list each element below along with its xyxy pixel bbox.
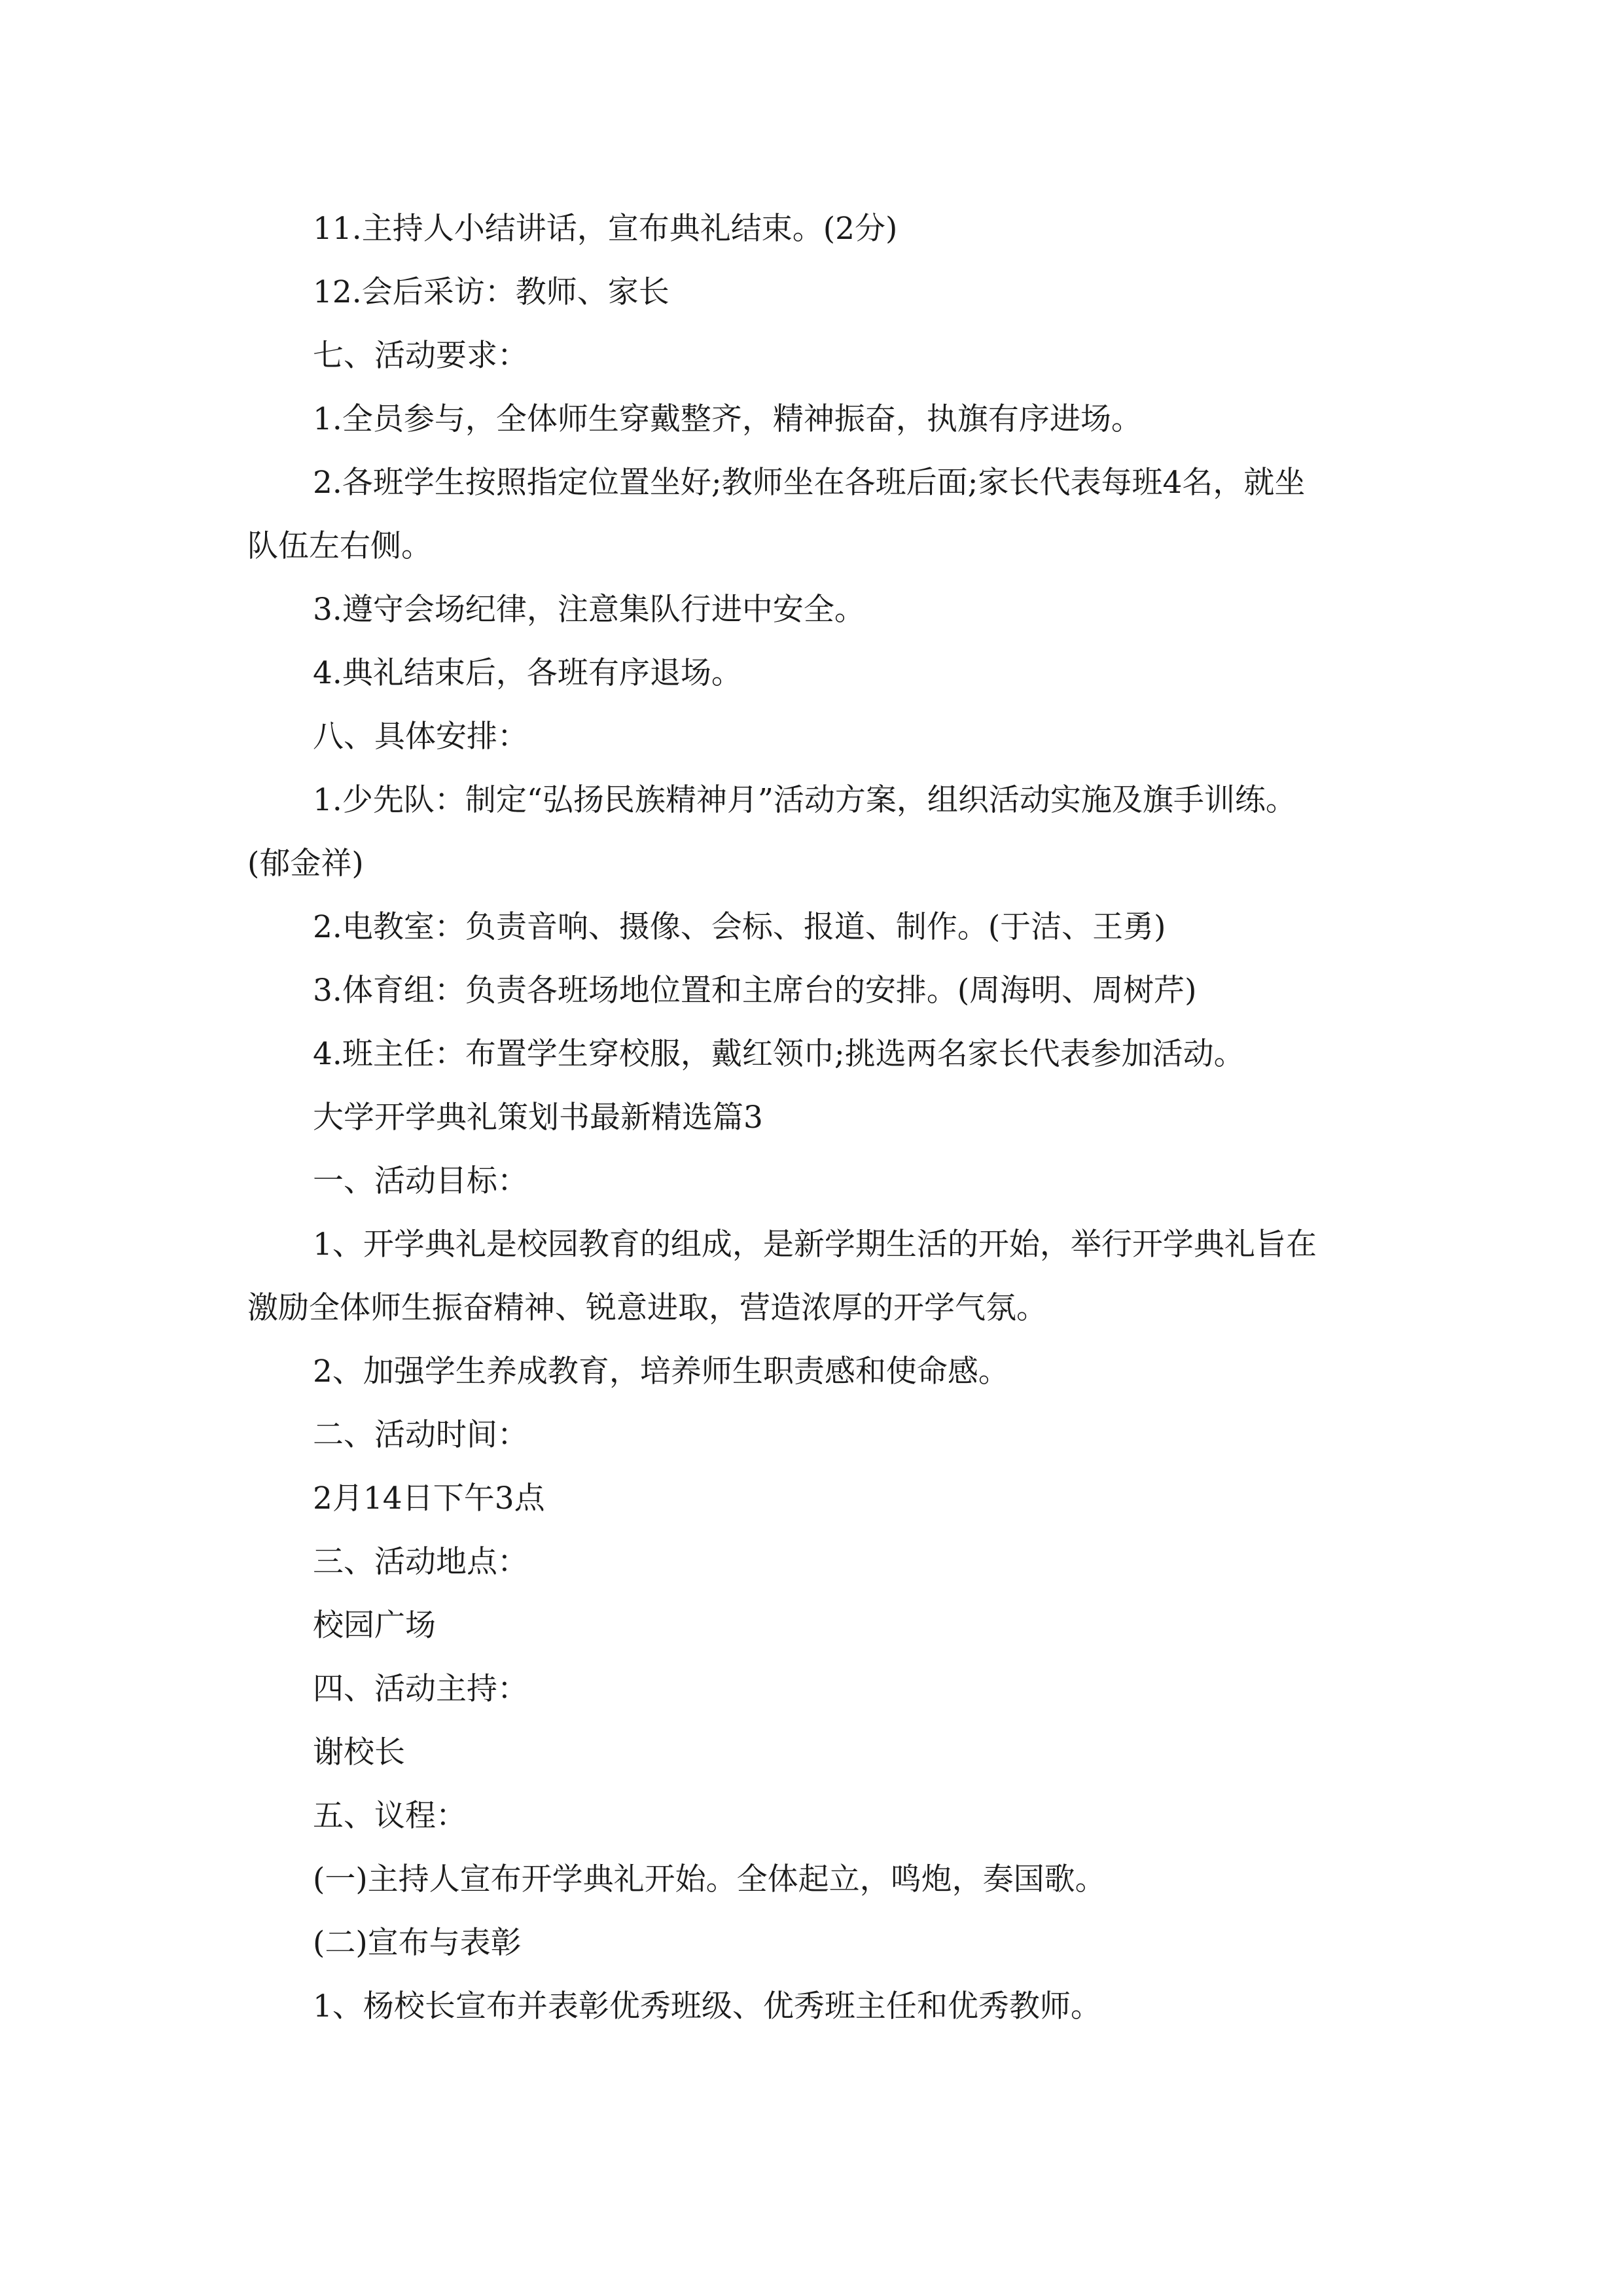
text-line: 1.全员参与，全体师生穿戴整齐，精神振奋，执旗有序进场。 (313, 401, 1142, 437)
text-line: (郁金祥) (247, 846, 364, 882)
text-line: 4.典礼结束后，各班有序退场。 (313, 655, 742, 691)
text-line: (二)宣布与表彰 (313, 1925, 522, 1961)
section-heading: 四、活动主持： (313, 1671, 528, 1707)
text-line: 1、杨校长宣布并表彰优秀班级、优秀班主任和优秀教师。 (313, 1988, 1101, 2024)
section-heading: 二、活动时间： (313, 1417, 528, 1453)
text-line: 4.班主任：布置学生穿校服，戴红领巾;挑选两名家长代表参加活动。 (313, 1036, 1245, 1072)
text-line: (一)主持人宣布开学典礼开始。全体起立，鸣炮，奏国歌。 (313, 1861, 1106, 1897)
section-heading: 一、活动目标： (313, 1163, 528, 1199)
section-heading: 七、活动要求： (313, 338, 528, 374)
text-line: 2.各班学生按照指定位置坐好;教师坐在各班后面;家长代表每班4名，就坐 (313, 465, 1306, 501)
text-line: 谢校长 (313, 1734, 405, 1770)
text-line: 1、开学典礼是校园教育的组成，是新学期生活的开始，举行开学典礼旨在 (313, 1227, 1317, 1263)
section-heading: 八、具体安排： (313, 719, 528, 755)
text-line: 校园广场 (313, 1607, 436, 1643)
text-line: 1.少先队：制定“弘扬民族精神月”活动方案，组织活动实施及旗手训练。 (313, 782, 1296, 818)
document-subtitle: 大学开学典礼策划书最新精选篇3 (313, 1100, 763, 1136)
section-heading: 三、活动地点： (313, 1544, 528, 1580)
text-line: 激励全体师生振奋精神、锐意进取，营造浓厚的开学气氛。 (247, 1290, 1047, 1326)
text-line: 2、加强学生养成教育，培养师生职责感和使命感。 (313, 1354, 1009, 1390)
text-line: 11.主持人小结讲话，宣布典礼结束。(2分) (313, 211, 898, 247)
text-line: 队伍左右侧。 (247, 528, 432, 564)
section-heading: 五、议程： (313, 1798, 467, 1834)
text-line: 2月14日下午3点 (313, 1480, 545, 1516)
text-line: 2.电教室：负责音响、摄像、会标、报道、制作。(于洁、王勇) (313, 909, 1166, 945)
text-line: 3.体育组：负责各班场地位置和主席台的安排。(周海明、周树芹) (313, 973, 1197, 1009)
text-line: 12.会后采访：教师、家长 (313, 274, 669, 310)
text-line: 3.遵守会场纪律，注意集队行进中安全。 (313, 592, 865, 628)
